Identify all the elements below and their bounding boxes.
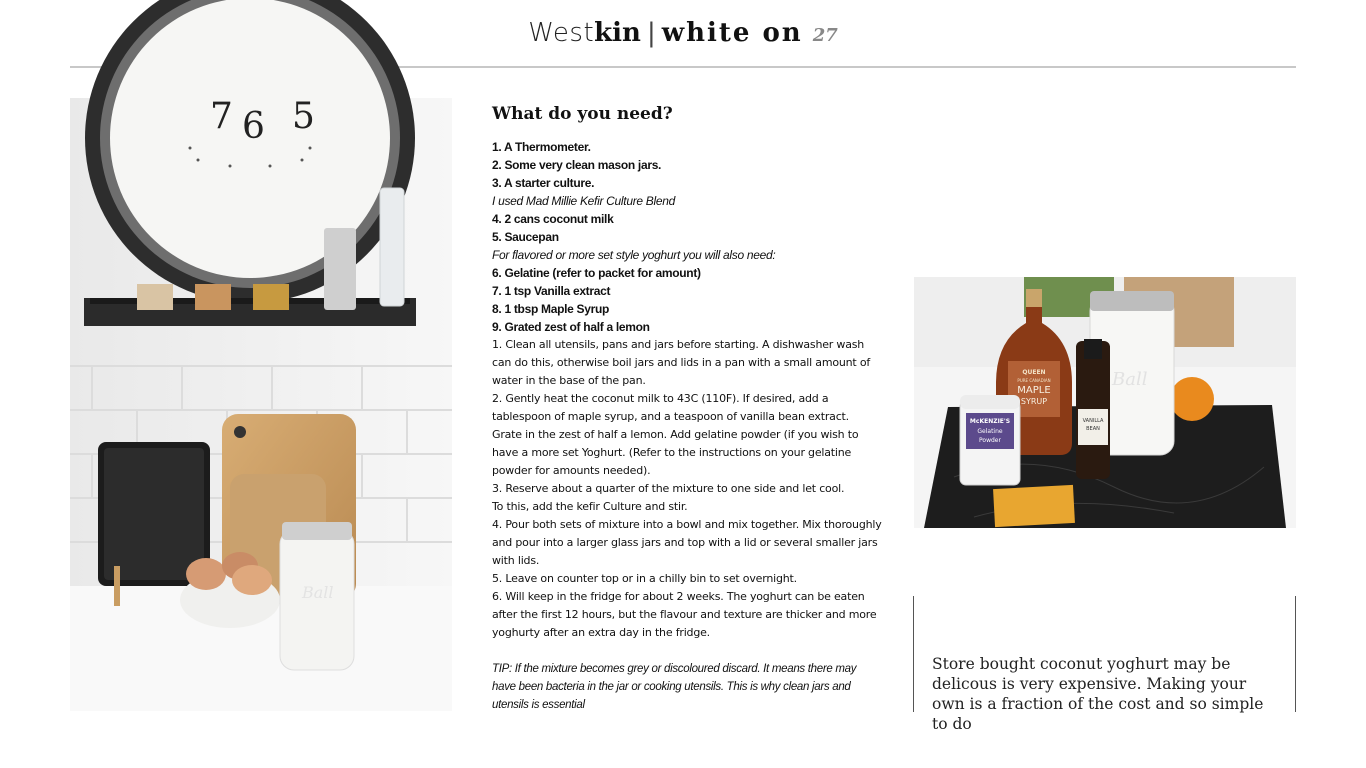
ingredients-photo xyxy=(914,277,1296,528)
jar-embossed-script: Ball xyxy=(1112,369,1148,390)
ingredients-photo-illustration xyxy=(914,277,1296,528)
recipe-heading: What do you need? xyxy=(492,104,673,124)
list-item: 9. Grated zest of half a lemon xyxy=(492,320,650,334)
page-number: 27 xyxy=(812,25,838,46)
clock-digit-6: 6 xyxy=(242,106,265,147)
list-item: 7. 1 tsp Vanilla extract xyxy=(492,284,611,298)
list-item: I used Mad Millie Kefir Culture Blend xyxy=(492,194,675,208)
method-step: 6. Will keep in the fridge for about 2 weeks. The yoghurt can be eaten after the first 12 hours, but the flavour and texture are thicker and more yoghurty after an extra day in the fridge. xyxy=(492,590,877,639)
brand-name-first: West xyxy=(528,18,595,48)
method-step: 5. Leave on counter top or in a chilly bin to set overnight. xyxy=(492,572,797,585)
list-item: 4. 2 cans coconut milk xyxy=(492,212,614,226)
jar-embossed-script: Ball xyxy=(302,583,334,602)
list-item: 3. A starter culture. xyxy=(492,176,595,190)
vanilla-label-line-1: VANILLA xyxy=(1082,418,1104,424)
tip-note: TIP: If the mixture becomes grey or discoloured discard. It means there may have been bacteria in the jar or cooking utensils. This is why clean jars and utensils is essential xyxy=(492,663,857,711)
method-step: 2. Gently heat the coconut milk to 43C (110F). If desired, add a tablespoon of maple syrup, and a teaspoon of vanilla bean extract. Grate in the zest of half a lemon. Add gelatine powder (if you wish to have a more set Yoghurt. (Refer to the instructions on your gelatine powder for amounts needed). xyxy=(492,392,859,477)
quote-border-right xyxy=(1295,596,1296,712)
list-item: 1. A Thermometer. xyxy=(492,140,591,154)
syrup-label-line-1: MAPLE xyxy=(1017,385,1051,396)
method-step: To this, add the kefir Culture and stir. xyxy=(492,500,688,513)
clock-digit-5: 5 xyxy=(292,96,315,137)
method-step: 4. Pour both sets of mixture into a bowl and mix together. Mix thoroughly and pour into a larger glass jars and top with a lid or several smaller jars with lids. xyxy=(492,518,882,567)
list-item: For flavored or more set style yoghurt you will also need: xyxy=(492,248,776,262)
list-item: 6. Gelatine (refer to packet for amount) xyxy=(492,266,701,280)
quote-border-left xyxy=(913,596,914,712)
ingredients-list xyxy=(492,138,882,336)
syrup-brand: QUEEN xyxy=(1022,369,1046,376)
pull-quote: Store bought coconut yoghurt may be delicous is very expensive. Making your own is a fraction of the cost and so simple to do xyxy=(932,655,1264,733)
gelatine-brand: McKENZIE'S xyxy=(969,418,1011,425)
gelatine-label-line-2: Powder xyxy=(979,437,1001,444)
kitchen-photo-illustration xyxy=(70,98,452,711)
header-separator: | xyxy=(646,18,656,48)
clock-digit-7: 7 xyxy=(210,96,233,137)
section-title: white on xyxy=(661,18,803,48)
brand-name-second: kin xyxy=(594,18,641,48)
syrup-subtitle: PURE CANADIAN xyxy=(1017,378,1051,383)
list-item: 2. Some very clean mason jars. xyxy=(492,158,662,172)
gelatine-label-line-1: Gelatine xyxy=(977,428,1003,435)
list-item: 8. 1 tbsp Maple Syrup xyxy=(492,302,610,316)
list-item: 5. Saucepan xyxy=(492,230,559,244)
method-steps xyxy=(492,336,882,642)
vanilla-label-line-2: BEAN xyxy=(1086,426,1100,432)
recipe-column xyxy=(492,104,882,714)
syrup-label-line-2: SYRUP xyxy=(1020,397,1048,406)
method-step: 3. Reserve about a quarter of the mixture to one side and let cool. xyxy=(492,482,845,495)
method-step: 1. Clean all utensils, pans and jars before starting. A dishwasher wash can do this, otherwise boil jars and lids in a pan with a small amount of water in the base of the pan. xyxy=(492,338,871,387)
kitchen-photo xyxy=(70,98,452,711)
